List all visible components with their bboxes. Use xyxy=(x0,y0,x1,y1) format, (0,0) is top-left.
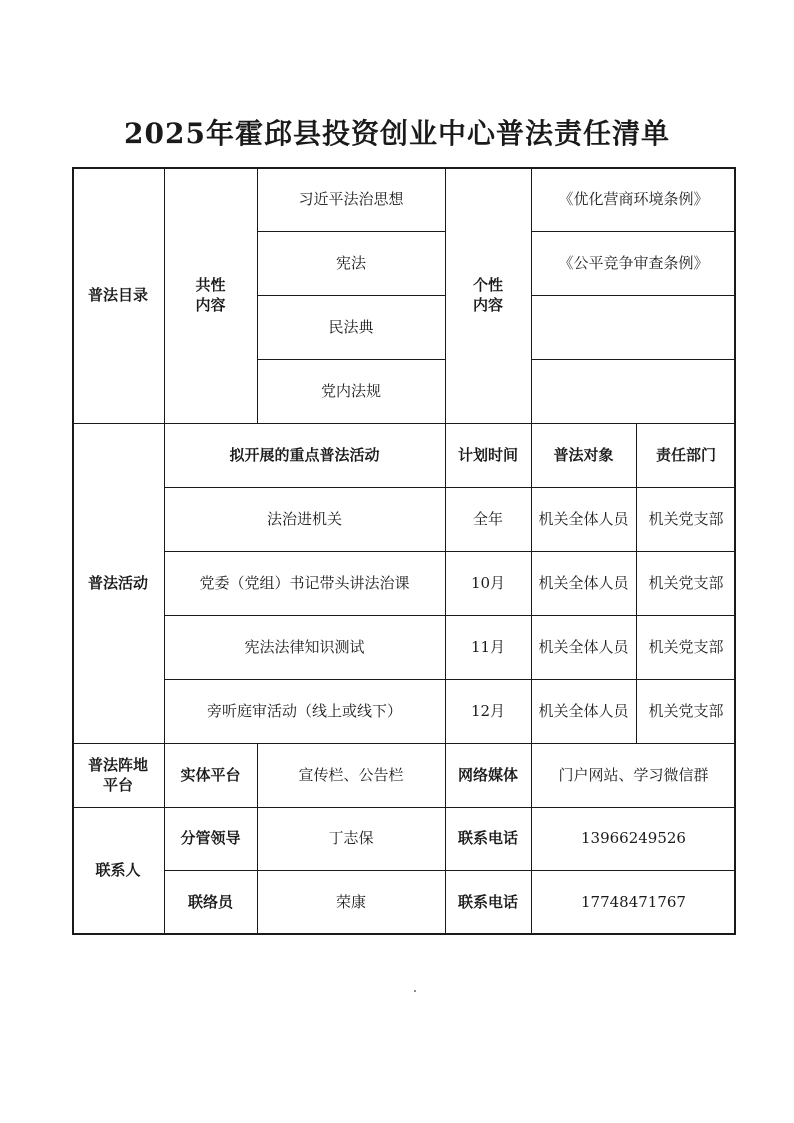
leader-phone-label: 联系电话 xyxy=(457,829,518,848)
activity-department: 机关党支部 xyxy=(648,509,724,528)
specific-item xyxy=(531,295,736,359)
activity-department: 机关党支部 xyxy=(648,701,724,720)
row-divider xyxy=(164,679,736,680)
row-divider xyxy=(72,807,736,808)
responsibility-table xyxy=(72,167,736,934)
activity-audience: 机关全体人员 xyxy=(538,637,629,656)
activity-audience: 机关全体人员 xyxy=(538,573,629,592)
section-label-contacts: 联系人 xyxy=(95,861,141,880)
section-label-activities: 普法活动 xyxy=(87,573,148,592)
time-header: 计划时间 xyxy=(457,445,518,464)
common-item: 党内法规 xyxy=(320,381,381,400)
activity-time: 11月 xyxy=(470,637,506,656)
column-divider xyxy=(531,167,532,935)
activity-name: 党委（党组）书记带头讲法治课 xyxy=(199,573,410,592)
column-divider xyxy=(257,167,258,423)
column-divider xyxy=(636,423,637,743)
table-border-bottom xyxy=(72,933,736,935)
section-label-catalog: 普法目录 xyxy=(87,285,148,304)
activity-header: 拟开展的重点普法活动 xyxy=(229,445,380,464)
audience-header: 普法对象 xyxy=(553,445,614,464)
column-divider xyxy=(164,167,165,935)
department-header: 责任部门 xyxy=(655,445,716,464)
row-divider xyxy=(531,359,736,360)
activity-audience: 机关全体人员 xyxy=(538,701,629,720)
scan-speck xyxy=(414,990,416,992)
activity-audience: 机关全体人员 xyxy=(538,509,629,528)
physical-platform-label: 实体平台 xyxy=(180,765,241,784)
row-divider xyxy=(531,231,736,232)
specific-item: 《公平竞争审查条例》 xyxy=(558,253,709,272)
specific-content-label: 个性 内容 xyxy=(472,275,503,314)
activity-department: 机关党支部 xyxy=(648,637,724,656)
table-border-left xyxy=(72,167,74,935)
section-label-platform: 普法阵地 平台 xyxy=(87,755,148,794)
column-divider xyxy=(445,167,446,935)
column-divider xyxy=(257,743,258,935)
common-content-label: 共性 内容 xyxy=(195,275,226,314)
activity-name: 宪法法律知识测试 xyxy=(244,637,365,656)
liaison-label: 联络员 xyxy=(187,892,233,911)
specific-item: 《优化营商环境条例》 xyxy=(558,189,709,208)
row-divider xyxy=(164,551,736,552)
table-border-top xyxy=(72,167,736,169)
liaison-phone-label: 联系电话 xyxy=(457,892,518,911)
row-divider xyxy=(257,295,445,296)
document-title: 2025年霍邱县投资创业中心普法责任清单 xyxy=(124,117,670,150)
row-divider xyxy=(257,231,445,232)
activity-time: 全年 xyxy=(472,509,503,528)
liaison-phone: 17748471767 xyxy=(581,892,686,911)
activity-name: 旁听庭审活动（线上或线下） xyxy=(206,701,402,720)
liaison-name: 荣康 xyxy=(335,892,366,911)
common-item: 民法典 xyxy=(328,317,374,336)
row-divider xyxy=(72,743,736,744)
row-divider xyxy=(531,295,736,296)
leader-label: 分管领导 xyxy=(180,829,241,848)
activity-time: 10月 xyxy=(470,573,506,592)
physical-platform-value: 宣传栏、公告栏 xyxy=(298,765,404,784)
row-divider xyxy=(164,870,736,871)
activity-department: 机关党支部 xyxy=(648,573,724,592)
leader-phone: 13966249526 xyxy=(581,829,686,848)
activity-time: 12月 xyxy=(470,701,506,720)
online-media-label: 网络媒体 xyxy=(457,765,518,784)
row-divider xyxy=(257,359,445,360)
row-divider xyxy=(164,615,736,616)
leader-name: 丁志保 xyxy=(328,829,374,848)
online-media-value: 门户网站、学习微信群 xyxy=(558,765,709,784)
specific-item xyxy=(531,359,736,423)
common-item: 宪法 xyxy=(335,253,366,272)
row-divider xyxy=(164,487,736,488)
activity-name: 法治进机关 xyxy=(266,509,342,528)
common-item: 习近平法治思想 xyxy=(298,189,404,208)
